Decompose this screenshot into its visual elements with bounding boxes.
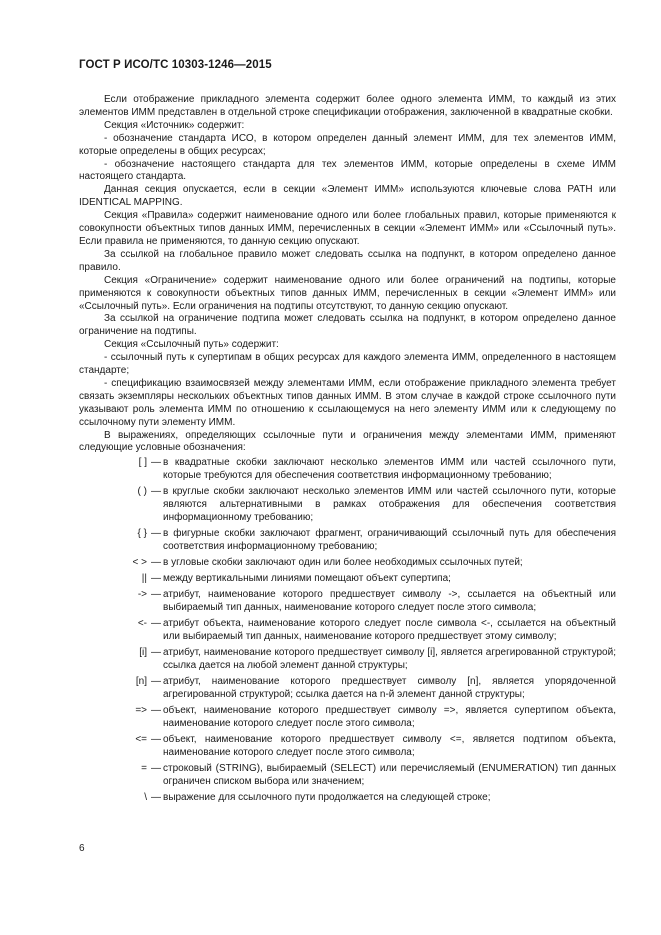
list-item: - спецификацию взаимосвязей между элементами ИММ, если отображение прикладного элемента требует связать экземпляры нескольких объектных типов данных ИММ. В этом случае в каждой строке ссылочного пути указывают роль элемента ИММ по отношению к ссылающемуся на него элементу ИММ или к следующему по ссылочному пути элементу ИММ. <box>79 377 616 428</box>
notation-item <box>79 734 616 760</box>
notation-dash: — <box>151 734 161 746</box>
notation-dash: — <box>151 457 161 469</box>
notation-text: атрибут объекта, наименование которого следует после символа <-, ссылается на объектный или выбираемый тип данных, наименование которого предшествует этому символу; <box>163 618 616 643</box>
notation-text: в квадратные скобки заключают несколько элементов ИММ или частей ссылочного пути, которые требуются для обеспечения соответствия информационному требованию; <box>163 457 616 482</box>
notation-item <box>79 557 616 570</box>
notation-symbol: { } <box>137 528 147 540</box>
notation-list <box>79 457 616 805</box>
notation-item <box>79 589 616 615</box>
notation-text: между вертикальными линиями помещают объект супертипа; <box>163 573 451 585</box>
notation-symbol: || <box>141 573 147 585</box>
notation-dash: — <box>151 676 161 688</box>
notation-symbol: ( ) <box>137 486 147 498</box>
notation-item <box>79 457 616 483</box>
paragraph: В выражениях, определяющих ссылочные пути и ограничения между элементами ИММ, применяют следующие условные обозначения: <box>79 429 616 454</box>
notation-text: в фигурные скобки заключают фрагмент, ограничивающий ссылочный путь для обеспечения соответствия информационному требованию; <box>163 528 616 553</box>
list-item: - обозначение настоящего стандарта для тех элементов ИММ, которые определены в схеме ИММ настоящего стандарта. <box>79 158 616 183</box>
notation-text: объект, наименование которого предшествует символу =>, является супертипом объекта, наименование которого следует после этого символа; <box>163 705 616 730</box>
notation-item <box>79 792 616 805</box>
document-header: ГОСТ Р ИСО/ТС 10303-1246—2015 <box>79 59 272 71</box>
paragraph: Секция «Правила» содержит наименование одного или более глобальных правил, которые применяются к совокупности объектных типов данных ИММ, перечисленных в секции «Элемент ИММ» или «Ссылочный путь». Если правила не применяются, то данную секцию опускают. <box>79 210 616 247</box>
notation-dash: — <box>151 618 161 630</box>
notation-text: объект, наименование которого предшествует символу <=, является подтипом объекта, наименование которого следует после этого символа; <box>163 734 616 759</box>
notation-symbol: [n] <box>135 676 147 688</box>
notation-symbol: = <box>141 763 147 775</box>
paragraph: Секция «Ограничение» содержит наименование одного или более ограничений на подтипы, которые применяются к совокупности объектных типов данных ИММ, перечисленных в секции «Элемент ИММ» или «Ссылочный путь». Если ограничения на подтипы отсутствуют, то данную секцию опускают. <box>79 274 616 312</box>
notation-item <box>79 618 616 644</box>
notation-symbol: => <box>135 705 147 717</box>
notation-text: атрибут, наименование которого предшествует символу [n], является упорядоченной агрегированной структурой; ссылка дается на n-й элемент данной структуры; <box>163 676 616 701</box>
notation-symbol: < > <box>132 557 147 569</box>
paragraph: Секция «Ссылочный путь» содержит: <box>104 339 279 351</box>
notation-dash: — <box>151 486 161 498</box>
list-item: - ссылочный путь к супертипам в общих ресурсах для каждого элемента ИММ, определенного в настоящем стандарте; <box>79 352 616 377</box>
notation-symbol: [i] <box>139 647 147 659</box>
paragraph: Секция «Источник» содержит: <box>104 119 245 131</box>
paragraph: Если отображение прикладного элемента содержит более одного элемента ИММ, то каждый из этих элементов ИММ представлен в отдельной строке спецификации отображения, заключенной в квадратные скобки. <box>79 94 616 118</box>
paragraph: За ссылкой на глобальное правило может следовать ссылка на подпункт, в котором определено данное правило. <box>79 248 616 273</box>
notation-item <box>79 676 616 702</box>
notation-dash: — <box>151 792 161 804</box>
body-text <box>79 94 616 809</box>
notation-text: в круглые скобки заключают несколько элементов ИММ или частей ссылочного пути, которые являются альтернативными в рамках отображения для обеспечения соответствия информационному требованию; <box>163 486 616 524</box>
notation-symbol: <- <box>137 618 147 630</box>
notation-text: выражение для ссылочного пути продолжается на следующей строке; <box>163 792 491 804</box>
notation-item <box>79 763 616 789</box>
notation-text: строковый (STRING), выбираемый (SELECT) или перечисляемый (ENUMERATION) тип данных ограничен списком выбора или значением; <box>163 763 616 788</box>
notation-symbol: \ <box>144 792 147 804</box>
notation-dash: — <box>151 573 161 585</box>
notation-dash: — <box>151 557 161 569</box>
paragraph: За ссылкой на ограничение подтипа может следовать ссылка на подпункт, в котором определено данное ограничение на подтипы. <box>79 313 616 338</box>
notation-item <box>79 486 616 525</box>
notation-text: атрибут, наименование которого предшествует символу ->, ссылается на объектный или выбираемый тип данных, наименование которого следует после этого символа; <box>163 589 616 614</box>
notation-dash: — <box>151 705 161 717</box>
notation-dash: — <box>151 528 161 540</box>
notation-text: в угловые скобки заключают один или более необходимых ссылочных путей; <box>163 557 523 569</box>
notation-item <box>79 705 616 731</box>
notation-item <box>79 647 616 673</box>
notation-dash: — <box>151 589 161 601</box>
notation-symbol: [ ] <box>138 457 147 469</box>
notation-symbol: <= <box>135 734 147 746</box>
notation-dash: — <box>151 763 161 775</box>
notation-item <box>79 573 616 586</box>
notation-symbol: -> <box>137 589 147 601</box>
list-item: - обозначение стандарта ИСО, в котором определен данный элемент ИММ, для тех элементов ИММ, которые определены в общих ресурсах; <box>79 132 616 157</box>
notation-dash: — <box>151 647 161 659</box>
paragraph: Данная секция опускается, если в секции «Элемент ИММ» используются ключевые слова PATH или IDENTICAL MAPPING. <box>79 184 616 209</box>
notation-item <box>79 528 616 554</box>
notation-text: атрибут, наименование которого предшествует символу [i], является агрегированной структурой; ссылка дается на любой элемент данной структуры; <box>163 647 616 672</box>
page-number: 6 <box>79 843 85 854</box>
